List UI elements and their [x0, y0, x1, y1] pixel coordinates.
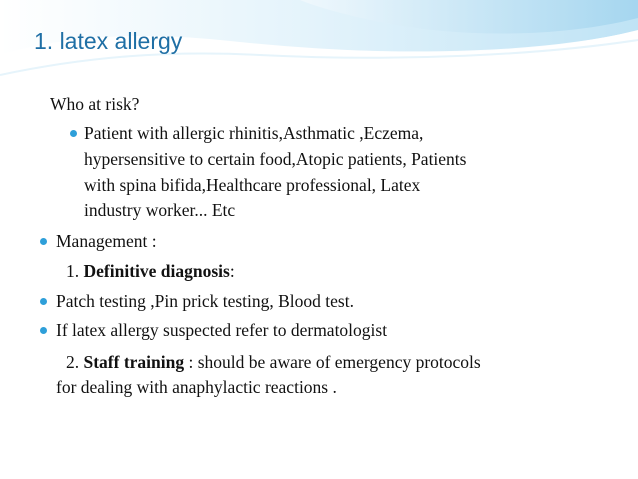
refer-line: If latex allergy suspected refer to dermatologist [56, 320, 388, 340]
risk-line-2: hypersensitive to certain food,Atopic patients, Patients [84, 149, 467, 169]
item1-label: Definitive diagnosis [83, 261, 230, 281]
patch-testing-line: Patch testing ,Pin prick testing, Blood test. [56, 291, 354, 311]
item1-number: 1. [66, 261, 80, 281]
bullet-icon [40, 327, 47, 334]
risk-line-1: Patient with allergic rhinitis,Asthmatic ,Eczema, [84, 123, 424, 143]
who-at-risk-heading: Who at risk? [50, 94, 140, 114]
bullet-icon [70, 130, 77, 137]
item1-suffix: : [229, 261, 235, 281]
item2-label: Staff training [83, 352, 185, 372]
definitive-diagnosis-line [66, 261, 235, 282]
management-heading: Management : [56, 231, 157, 251]
bullet-icon [40, 238, 47, 245]
risk-line-4: industry worker... Etc [84, 200, 236, 220]
slide-title: 1. latex allergy [34, 28, 183, 54]
item2-number: 2. [66, 352, 80, 372]
bullet-icon [40, 298, 47, 305]
staff-training-line [66, 352, 481, 373]
staff-training-line-2: for dealing with anaphylactic reactions . [56, 377, 337, 397]
risk-line-3: with spina bifida,Healthcare professional, Latex [84, 175, 421, 195]
item2-rest: : should be aware of emergency protocols [184, 352, 481, 372]
